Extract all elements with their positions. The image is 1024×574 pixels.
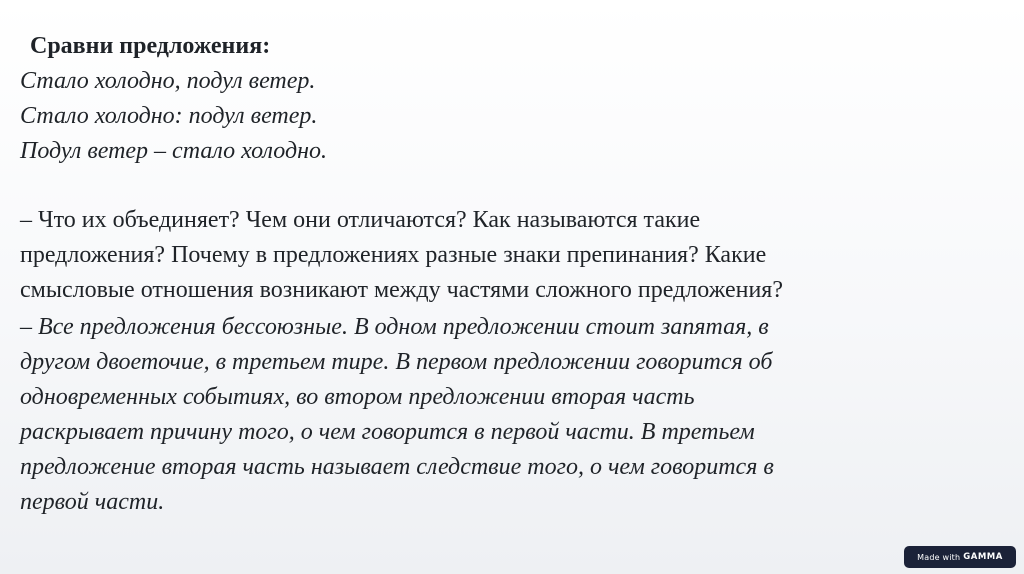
answer-line-6: первой части. (20, 489, 165, 515)
question-line-2: предложения? Почему в предложениях разные знаки препинания? Какие (20, 242, 767, 268)
question-line-1: – Что их объединяет? Чем они отличаются? Как называются такие (20, 207, 701, 233)
answer-line-5: предложение вторая часть называет следствие того, о чем говорится в (20, 454, 774, 480)
question-line-3: смысловые отношения возникают между частями сложного предложения? (20, 277, 783, 303)
example-sentence-1: Стало холодно, подул ветер. (20, 68, 316, 94)
answer-line-4: раскрывает причину того, о чем говорится в первой части. В третьем (20, 419, 755, 445)
slide-content (20, 29, 1000, 520)
gamma-logo: GAMMA (963, 552, 1003, 562)
example-sentence-2: Стало холодно: подул ветер. (20, 103, 318, 129)
answer-line-3: одновременных событиях, во втором предложении вторая часть (20, 384, 695, 410)
spacer (20, 169, 1000, 203)
badge-prefix: Made with (917, 552, 961, 562)
example-sentence-3: Подул ветер – стало холодно. (20, 138, 328, 164)
answer-line-1: – Все предложения бессоюзные. В одном предложении стоит запятая, в (20, 314, 769, 340)
answer-line-2: другом двоеточие, в третьем тире. В первом предложении говорится об (20, 349, 773, 375)
made-with-gamma-badge[interactable] (904, 546, 1016, 568)
slide-title: Сравни предложения: (30, 33, 271, 59)
